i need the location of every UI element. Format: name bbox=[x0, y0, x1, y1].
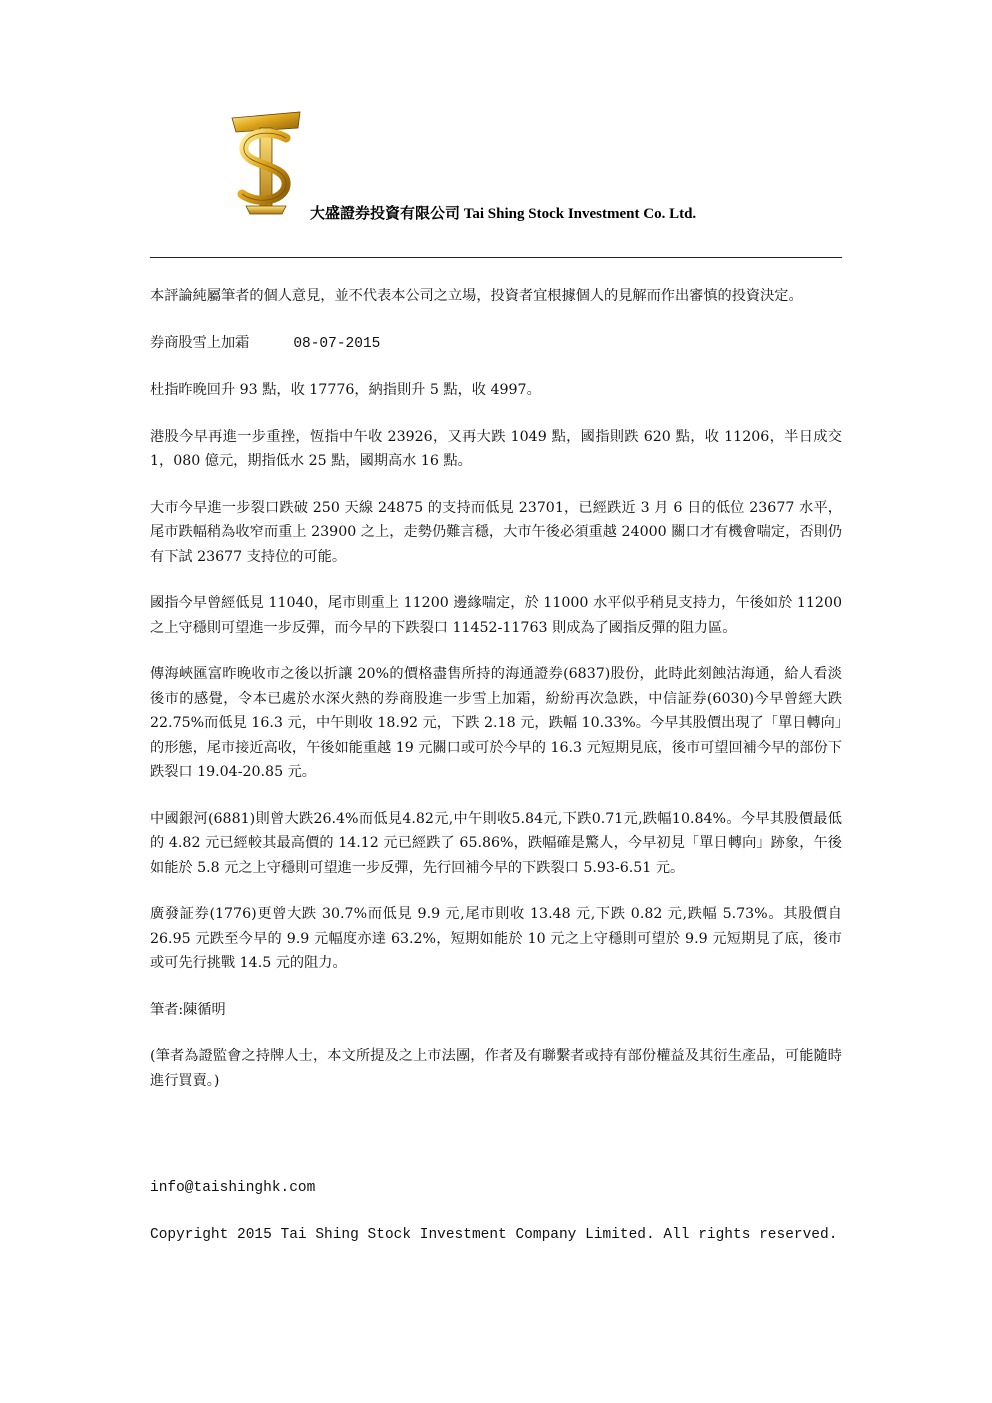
article-title: 券商股雪上加霜 bbox=[150, 334, 250, 351]
paragraph-market-outlook: 大市今早進一步裂口跌破 250 天線 24875 的支持而低見 23701，已經跌近 3 月 6 日的低位 23677 水平，尾市跌幅稍為收窄而重上 23900 之上，走勢仍難言穩，大市午後必須重越 24000 關口才有機會喘定，否則仍有下試 23677 支持位的可能。 bbox=[150, 499, 842, 565]
letterhead bbox=[150, 108, 842, 258]
disclaimer: 本評論純屬筆者的個人意見，並不代表本公司之立場，投資者宜根據個人的見解而作出審慎的投資決定。 bbox=[150, 288, 803, 304]
article-heading bbox=[150, 331, 842, 357]
ts-gold-monogram-logo-icon bbox=[228, 108, 304, 216]
paragraph-citic: 傳海峽匯富昨晚收市之後以折讓 20%的價格盡售所持的海通證券(6837)股份，此時此刻蝕沽海通，給人看淡後市的感覺，令本已處於水深火熱的券商股進一步雪上加霜，紛紛再次急跌，中信証券(6030)今早曾經大跌 22.75%而低見 16.3 元，中午則收 18.92 元，下跌 2.18 元，跌幅 10.33%。今早其股價出現了「單日轉向」的形態，尾市接近高收，午後如能重越 19 元關口或可於今早的 16.3 元短期見底，後市可望回補今早的部份下跌裂口 19.04-20.85 元。 bbox=[150, 666, 842, 780]
copyright: Copyright 2015 Tai Shing Stock Investment Company Limited. All rights reserved. bbox=[150, 1227, 838, 1243]
paragraph-hscei: 國指今早曾經低見 11040，尾市則重上 11200 邊緣喘定，於 11000 水平似乎稍見支持力，午後如於 11200 之上守穩則可望進一步反彈，而今早的下跌裂口 11452-11763 則成為了國指反彈的阻力區。 bbox=[150, 595, 842, 636]
article-body bbox=[150, 284, 842, 1115]
author-disclosure: (筆者為證監會之持牌人士，本文所提及之上市法團，作者及有聯繫者或持有部份權益及其衍生產品，可能隨時進行買賣。) bbox=[150, 1048, 842, 1089]
author: 筆者:陳循明 bbox=[150, 1001, 226, 1018]
paragraph-gf-securities: 廣發証券(1776)更曾大跌 30.7%而低見 9.9 元,尾市則收 13.48 元,下跌 0.82 元,跌幅 5.73%。其股價自 26.95 元跌至今早的 9.9 元幅度亦達 63.2%，短期如能於 10 元之上守穩則可望於 9.9 元短期見了底，後市或可先行挑戰 14.5 元的阻力。 bbox=[150, 906, 842, 971]
contact-email[interactable]: info@taishinghk.com bbox=[150, 1180, 316, 1196]
company-name: 大盛證券投資有限公司 Tai Shing Stock Investment Co. Ltd. bbox=[310, 206, 697, 222]
paragraph-galaxy: 中國銀河(6881)則曾大跌26.4%而低見4.82元,中午則收5.84元,下跌0.71元,跌幅10.84%。今早其股價最低的 4.82 元已經較其最高價的 14.12 元已經跌了 65.86%，跌幅確是驚人，今早初見「單日轉向」跡象，午後如能於 5.8 元之上守穩則可望進一步反彈，先行回補今早的下跌裂口 5.93-6.51 元。 bbox=[150, 810, 842, 876]
paragraph-us-markets: 杜指昨晚回升 93 點，收 17776，納指則升 5 點，收 4997。 bbox=[150, 382, 541, 398]
header-divider bbox=[150, 257, 842, 258]
article-date: 08-07-2015 bbox=[293, 335, 381, 352]
paragraph-hk-midday: 港股今早再進一步重挫，恆指中午收 23926，又再大跌 1049 點，國指則跌 620 點，收 11206，半日成交 1，080 億元，期指低水 25 點，國期高水 16 點。 bbox=[150, 428, 842, 469]
